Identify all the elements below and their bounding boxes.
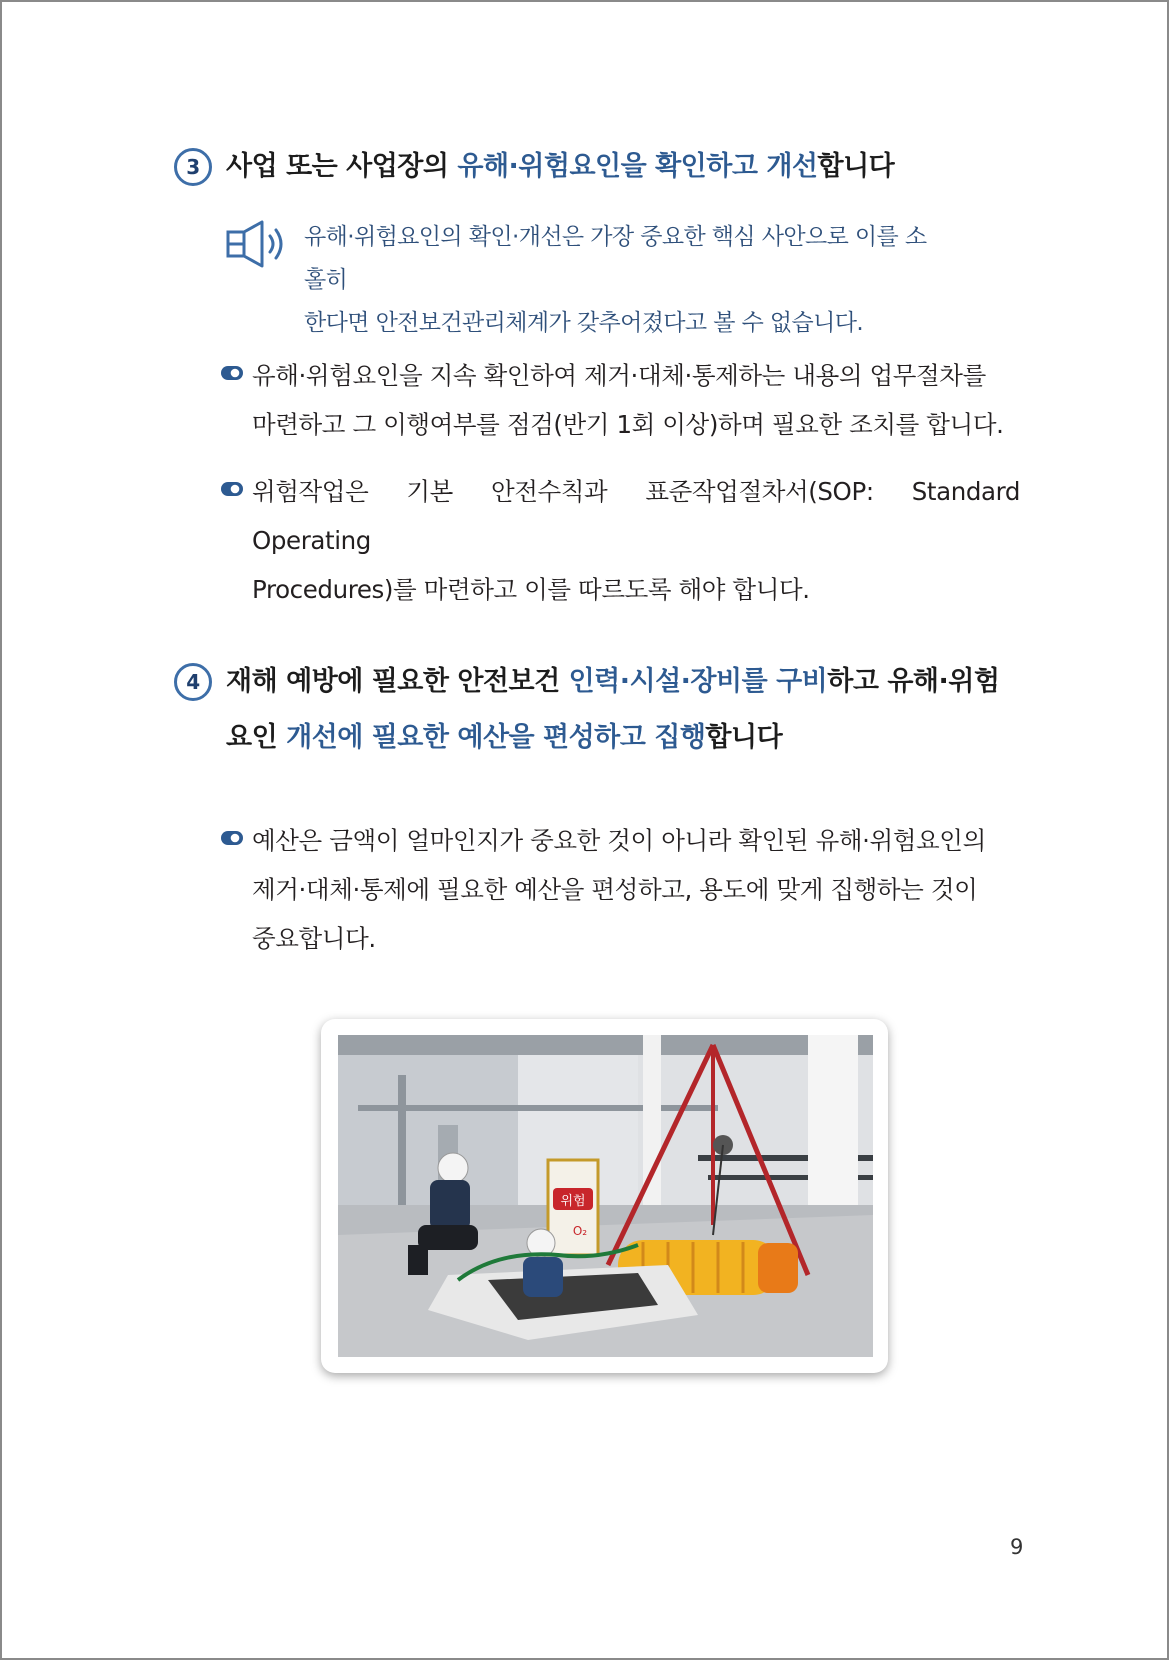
bullet-icon — [220, 830, 244, 846]
bullet-line: Procedures)를 마련하고 이를 따르도록 해야 합니다. — [252, 575, 810, 604]
note-line: 유해·위험요인의 확인·개선은 가장 중요한 핵심 사안으로 이를 소홀히 — [304, 224, 927, 293]
heading-highlight: 유해·위험요인을 확인하고 개선 — [457, 151, 818, 182]
heading-highlight: 인력·시설·장비를 구비 — [568, 666, 828, 697]
bullet-line: 중요합니다. — [252, 924, 376, 953]
bullet-line: 제거·대체·통제에 필요한 예산을 편성하고, 용도에 맞게 집행하는 것이 — [252, 875, 978, 904]
photo-illustration — [338, 1035, 873, 1357]
list-item — [220, 351, 1020, 449]
heading-text: 하고 유해·위험 — [827, 666, 1000, 697]
bullet-line: 마련하고 그 이행여부를 점검(반기 1회 이상)하며 필요한 조치를 합니다. — [252, 410, 1004, 439]
heading-text: 합니다 — [817, 151, 895, 182]
heading-text: 사업 또는 사업장의 — [226, 151, 458, 182]
section-number-badge: 3 — [174, 148, 212, 186]
bullet-line: 유해·위험요인을 지속 확인하여 제거·대체·통제하는 내용의 업무절차를 — [252, 361, 986, 390]
confined-space-photo — [338, 1035, 873, 1357]
bullet-line: 예산은 금액이 얼마인지가 중요한 것이 아니라 확인된 유해·위험요인의 — [252, 826, 986, 855]
heading-text: 합니다 — [705, 722, 783, 753]
sign-warning-text: 위험 — [560, 1194, 586, 1209]
sign-oxygen-text: O₂ — [572, 1224, 588, 1238]
heading-highlight: 개선에 필요한 예산을 편성하고 집행 — [286, 722, 706, 753]
section-4-heading — [174, 664, 999, 766]
heading-text: 요인 — [226, 722, 287, 753]
section-3-heading — [174, 149, 894, 195]
speaker-icon — [226, 220, 288, 268]
list-item — [220, 816, 1020, 963]
section-number-badge: 4 — [174, 663, 212, 701]
bullet-icon — [220, 365, 244, 381]
note-callout — [226, 216, 944, 345]
list-item — [220, 467, 1020, 614]
bullet-icon — [220, 481, 244, 497]
page-number: 9 — [1010, 1535, 1024, 1559]
note-line: 한다면 안전보건관리체계가 갖추어졌다고 볼 수 없습니다. — [304, 310, 864, 336]
photo-card — [321, 1019, 888, 1373]
bullet-line: 위험작업은 기본 안전수칙과 표준작업절차서(SOP: Standard Operating — [252, 477, 1020, 555]
heading-text: 재해 예방에 필요한 안전보건 — [226, 666, 569, 697]
